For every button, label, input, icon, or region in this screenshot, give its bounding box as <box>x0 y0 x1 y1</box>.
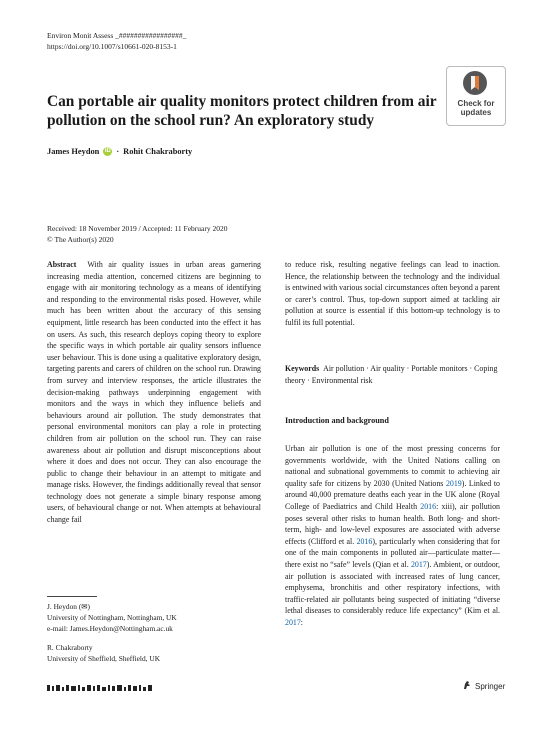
footer-barcode-mark <box>47 680 157 689</box>
intro-text-1: Urban air pollution is one of the most pressing concerns for governments worldwide, with the United Nations calling on national and subnational governments to commit to achieving air quality safe for citizens by 2030 (United Nations <box>285 444 500 488</box>
article-title: Can portable air quality monitors protect children from air pollution on the school run? An exploratory study <box>47 93 437 129</box>
intro-paragraph <box>285 443 500 629</box>
affiliation-1-institution: University of Nottingham, Nottingham, UK <box>47 613 177 622</box>
citation-link[interactable]: 2019 <box>445 478 462 488</box>
crossmark-line1: Check for <box>457 99 495 108</box>
abstract-label: Abstract <box>47 260 77 269</box>
citation-link[interactable]: 2016 <box>420 501 437 511</box>
intro-text-5: ). Ambient, or outdoor, air pollution is associated with increased rates of lung cancer, emphysema, bronchitis and other respiratory infections, with traffic-related air pollutants being suspected of initiating “diverse lethal diseases to considerably reduce life expectancy” (Kim et al. <box>285 559 500 616</box>
keywords-text: Air pollution · Air quality · Portable monitors · Coping theory · Environmental risk <box>285 364 498 385</box>
affiliation-2-institution: University of Sheffield, Sheffield, UK <box>47 654 161 663</box>
journal-header: Environ Monit Assess _#################_ <box>47 31 187 40</box>
keywords-label: Keywords <box>285 364 320 373</box>
received-accepted-dates: Received: 18 November 2019 / Accepted: 11 February 2020 <box>47 224 228 233</box>
citation-link[interactable]: 2017 <box>285 617 301 627</box>
copyright-notice: © The Author(s) 2020 <box>47 235 114 244</box>
publisher-name: Springer <box>475 681 506 691</box>
crossmark-line2: updates <box>460 108 492 117</box>
abstract-column-right <box>285 259 500 329</box>
section-heading: Introduction and background <box>285 416 389 425</box>
publisher-logo <box>462 680 505 692</box>
intro-text-2: ). Linked to around 40,000 premature deaths each year in the UK alone (Royal College of Paediatrics and Child Health <box>285 478 500 511</box>
footnote-divider <box>47 596 97 597</box>
author-1[interactable]: James Heydon <box>47 147 100 156</box>
springer-horse-icon <box>462 680 472 692</box>
citation-link[interactable]: 2016 <box>356 536 373 546</box>
affiliation-1-name: J. Heydon (✉) <box>47 602 90 611</box>
abstract-column-left <box>47 259 261 526</box>
author-separator: · <box>116 147 120 156</box>
orcid-icon[interactable]: iD <box>104 148 111 154</box>
keywords-block <box>285 363 500 386</box>
author-2[interactable]: Rohit Chakraborty <box>123 147 193 156</box>
affiliation-1-email[interactable]: e-mail: James.Heydon@Nottingham.ac.uk <box>47 624 173 633</box>
author-list <box>47 147 192 156</box>
abstract-text: With air quality issues in urban areas garnering increasing media attention, concerned citizens are beginning to engage with air monitoring technology as a means of identifying and responding to the environmental risks posed. However, while much has been written about the accuracy of this sensing equipment, little research has been conducted into the effect it has on users. As such, this research deploys coping theory to explore the specific ways in which portable air quality sensors influence user behaviour. This is done using a qualitative exploratory design, targeting parents and carers of children on the school run. Drawing from survey and interview responses, the article illustrates the decision-making pathways underpinning engagement with monitors and the ways in which they influence beliefs and behaviours around air pollution. The study demonstrates that personal environmental monitors can play a role in protecting children from air pollution on the school run. They can raise awareness about air pollution and disrupt misconceptions about where it does and does not occur. They can also encourage the public to change their behaviour in an attempt to mitigate and manage risks. However, the findings additionally reveal that sensor technology does not generate a simple binary response among users, of behavioural change or not. When attempts at behavioural change fail <box>47 260 261 525</box>
crossmark-badge[interactable] <box>446 66 506 126</box>
abstract-continued: to reduce risk, resulting negative feelings can lead to inaction. Hence, the relationship between the technology and the individual is entwined with various social circumstances often beyond a parent or carer’s control. Thus, top-down support aimed at tackling air pollution at source is essential if this bottom-up technology is to fulfil its full potential. <box>285 260 500 327</box>
intro-text-4: ), particularly when considering that for one of the main components in polluted air—particulate matter—there exist no “safe” levels (Qian et al. <box>285 536 500 569</box>
citation-link[interactable]: 2017 <box>410 559 427 569</box>
affiliation-2-name: R. Chakraborty <box>47 643 93 652</box>
crossmark-label <box>447 99 505 117</box>
crossmark-bookmark-icon <box>463 71 487 95</box>
doi-link[interactable]: https://doi.org/10.1007/s10661-020-8153-1 <box>47 42 177 51</box>
intro-text-3: : xiii), air pollution poses several other risks to human health. Both long- and short-term, high- and low-level exposures are associated with adverse effects (Clifford et al. <box>285 501 500 546</box>
intro-text-6: : <box>300 617 303 627</box>
